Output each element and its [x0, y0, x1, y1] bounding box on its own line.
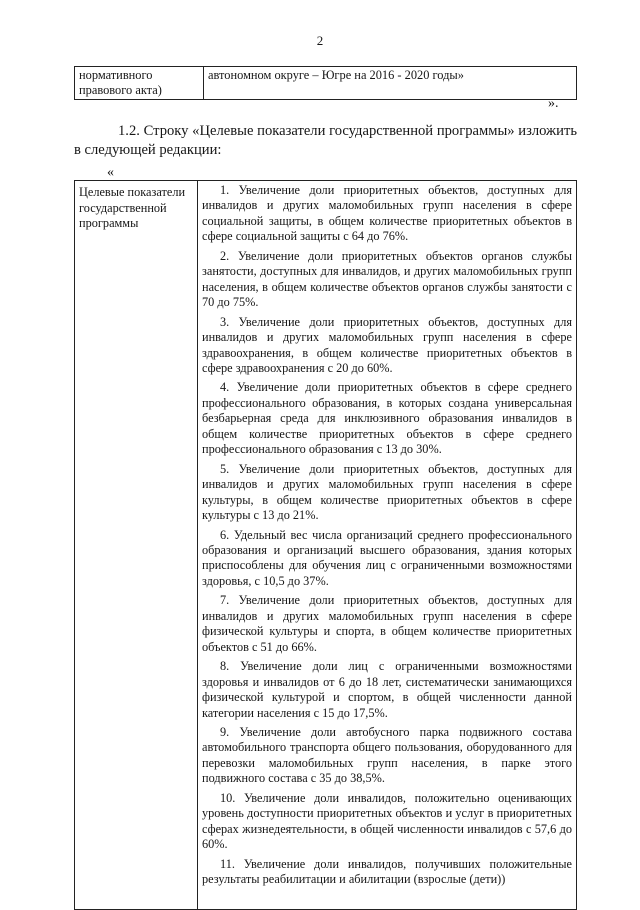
indicators-cell	[198, 181, 577, 910]
indicator-item: 11. Увеличение доли инвалидов, получивших положительные результаты реабилитации и абилитации (взрослые (дети))	[202, 856, 572, 887]
amendment-intro	[74, 122, 577, 160]
indicator-item: 6. Удельный вес числа организаций среднего профессионального образования и организаций высшего образования, здания которых приспособлены для обучения лиц с ограниченными возможностями здоровья, с 10,5 до 37%.	[202, 527, 572, 588]
previous-table-right-cell: автономном округе – Югре на 2016 - 2020 годы»	[204, 67, 577, 100]
indicator-item: 5. Увеличение доли приоритетных объектов, доступных для инвалидов и других маломобильных групп населения в сфере культуры, в общем количестве приоритетных объектов в сфере культуры с 13 до 21%.	[202, 461, 572, 523]
previous-table-left-cell: нормативного правового акта)	[75, 67, 204, 100]
target-indicators-row	[75, 181, 577, 910]
previous-table-fragment	[74, 66, 577, 100]
target-indicators-table	[74, 180, 577, 910]
closing-quote-mark: ».	[548, 96, 559, 111]
opening-quote-mark: «	[107, 165, 114, 180]
indicator-item: 3. Увеличение доли приоритетных объектов, доступных для инвалидов и других маломобильных групп населения в сфере здравоохранения, в общем количестве приоритетных объектов в сфере здравоохранения с 20 до 60%.	[202, 314, 572, 375]
indicator-item: 2. Увеличение доли приоритетных объектов органов службы занятости, доступных для инвалидов, и других маломобильных групп населения, в общем количестве объектов органов службы занятости с 70 до 75%.	[202, 248, 572, 310]
indicator-item: 9. Увеличение доли автобусного парка подвижного состава автомобильного транспорта общего пользования, оборудованного для перевозки маломобильных групп населения, в парке этого подвижного состава с 35 до 38,5%.	[202, 724, 572, 786]
page-number: 2	[316, 33, 324, 48]
indicator-item: 10. Увеличение доли инвалидов, положительно оценивающих уровень доступности приоритетных объектов и услуг в приоритетных сферах жизнедеятельности, в общей численности инвалидов с 57,6 до 60%.	[202, 790, 572, 852]
indicator-item: 7. Увеличение доли приоритетных объектов, доступных для инвалидов и других маломобильных групп населения в сфере физической культуры и спорта, в общем количестве приоритетных объектов с 51 до 66%.	[202, 593, 572, 654]
row-label-cell: Целевые показатели государственной программы	[75, 181, 198, 910]
amendment-intro-text: 1.2. Строку «Целевые показатели государственной программы» изложить в следующей редакции:	[74, 123, 577, 158]
indicator-item: 4. Увеличение доли приоритетных объектов в сфере среднего профессионального образования, в которых создана универсальная безбарьерная среда для инклюзивного образования инвалидов в общем количестве приоритетных объектов в сфере среднего профессионального образования с 13 до 30%.	[202, 380, 572, 457]
indicator-item: 8. Увеличение доли лиц с ограниченными возможностями здоровья и инвалидов от 6 до 18 лет, систематически занимающихся физической культурой и спортом, в общей численности данной категории населения с 15 до 17,5%.	[202, 659, 572, 720]
indicator-item: 1. Увеличение доли приоритетных объектов, доступных для инвалидов и других маломобильных групп населения в сфере социальной защиты, в общем количестве приоритетных объектов в сфере социальной защиты с 64 до 76%.	[202, 183, 572, 244]
